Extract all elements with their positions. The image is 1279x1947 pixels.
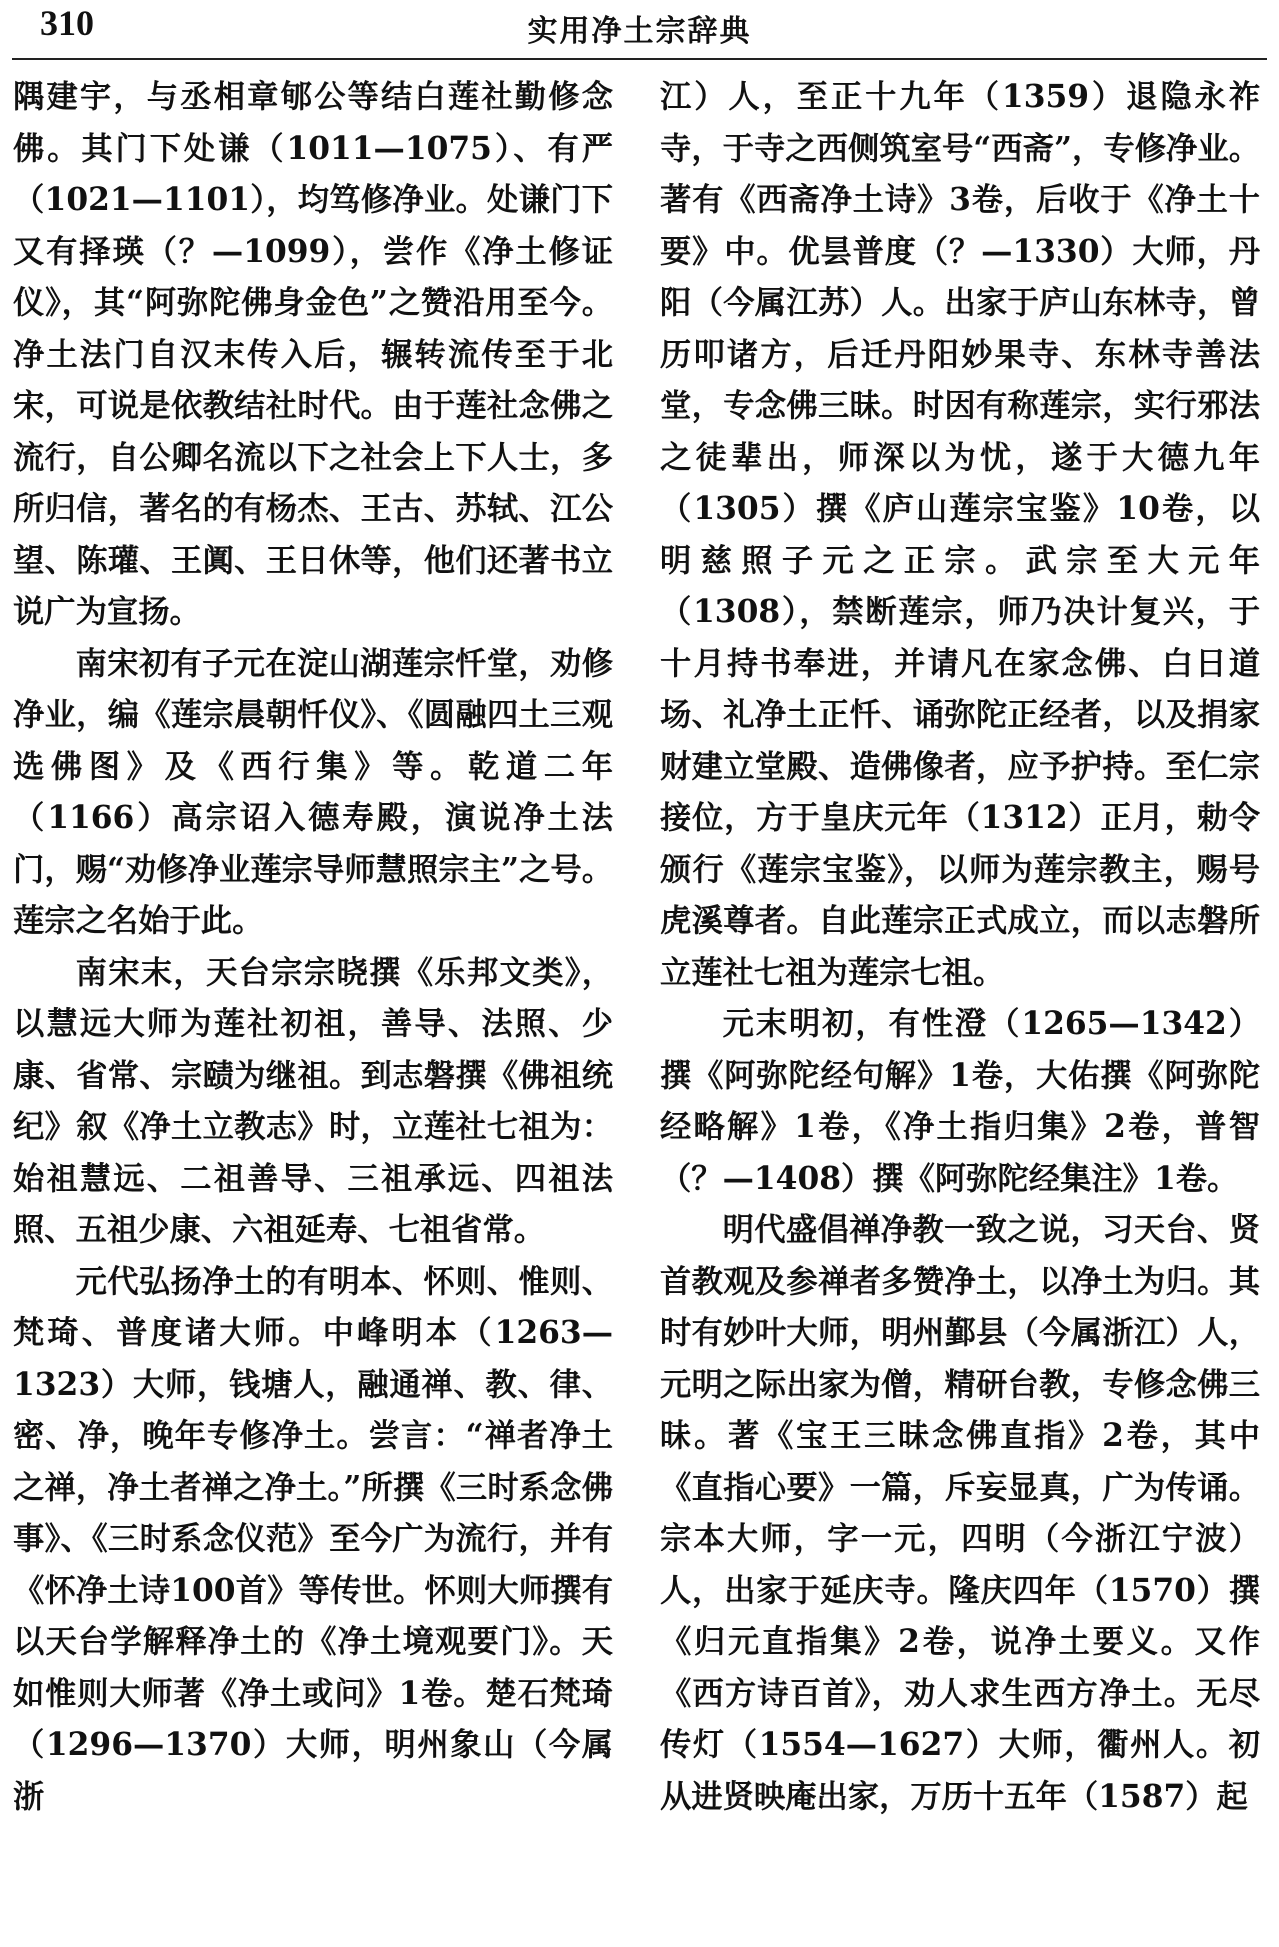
paragraph: 江）人，至正十九年（1359）退隐永祚寺，于寺之西侧筑室号“西斋”，专修净业。著有《西斋净土诗》3卷，后收于《净土十要》中。优昙普度（？—1330）大师，丹阳（今属江苏）人。出家于庐山东林寺，曾历叩诸方，后迁丹阳妙果寺、东林寺善法堂，专念佛三昧。时因有称莲宗，实行邪法之徒辈出，师深以为忧，遂于大德九年（1305）撰《庐山莲宗宝鉴》10卷，以明慈照子元之正宗。武宗至大元年（1308），禁断莲宗，师乃决计复兴，于十月持书奉进，并请凡在家念佛、白日道场、礼净土正忏、诵弥陀正经者，以及捐家财建立堂殿、造佛像者，应予护持。至仁宗接位，方于皇庆元年（1312）正月，勅令颁行《莲宗宝鉴》，以师为莲宗教主，赐号虎溪尊者。自此莲宗正式成立，而以志磐所立莲社七祖为莲宗七祖。 [660, 79, 1260, 991]
page-number: 310 [40, 3, 94, 43]
left-column [13, 72, 613, 1932]
header-rule [12, 58, 1267, 60]
running-title: 实用净土宗辞典 [527, 14, 752, 49]
right-column [660, 72, 1260, 1932]
paragraph: 隅建宇，与丞相章郇公等结白莲社勤修念佛。其门下处谦（1011—1075）、有严（1021—1101），均笃修净业。处谦门下又有择瑛（？—1099），尝作《净土修证仪》，其“阿弥陀佛身金色”之赞沿用至今。净土法门自汉末传入后，辗转流传至于北宋，可说是依教结社时代。由于莲社念佛之流行，自公卿名流以下之社会上下人士，多所归信，著名的有杨杰、王古、苏轼、江公望、陈瓘、王阗、王日休等，他们还著书立说广为宣扬。 [13, 79, 613, 630]
page-header [20, 0, 1259, 58]
paragraph: 南宋末，天台宗宗晓撰《乐邦文类》，以慧远大师为莲社初祖，善导、法照、少康、省常、宗赜为继祖。到志磐撰《佛祖统纪》叙《净土立教志》时，立莲社七祖为：始祖慧远、二祖善导、三祖承远、四祖法照、五祖少康、六祖延寿、七祖省常。 [13, 954, 613, 1248]
paragraph: 元代弘扬净土的有明本、怀则、惟则、梵琦、普度诸大师。中峰明本（1263—1323）大师，钱塘人，融通禅、教、律、密、净，晚年专修净土。尝言：“禅者净土之禅，净土者禅之净土。”所撰《三时系念佛事》、《三时系念仪范》至今广为流行，并有《怀净土诗100首》等传世。怀则大师撰有以天台学解释净土的《净土境观要门》。天如惟则大师著《净土或问》1卷。楚石梵琦（1296—1370）大师，明州象山（今属浙 [13, 1263, 613, 1815]
paragraph: 元末明初，有性澄（1265—1342）撰《阿弥陀经句解》1卷，大佑撰《阿弥陀经略解》1卷，《净土指归集》2卷，普智（？—1408）撰《阿弥陀经集注》1卷。 [660, 1006, 1260, 1197]
paragraph: 明代盛倡禅净教一致之说，习天台、贤首教观及参禅者多赞净土，以净土为归。其时有妙叶大师，明州鄞县（今属浙江）人，元明之际出家为僧，精研台教，专修念佛三昧。著《宝王三昧念佛直指》2卷，其中《直指心要》一篇，斥妄显真，广为传诵。宗本大师，字一元，四明（今浙江宁波）人，出家于延庆寺。隆庆四年（1570）撰《归元直指集》2卷，说净土要义。又作《西方诗百首》，劝人求生西方净土。无尽传灯（1554—1627）大师，衢州人。初从进贤映庵出家，万历十五年（1587）起 [660, 1212, 1260, 1815]
paragraph: 南宋初有子元在淀山湖莲宗忏堂，劝修净业，编《莲宗晨朝忏仪》、《圆融四土三观选佛图》及《西行集》等。乾道二年（1166）高宗诏入德寿殿，演说净土法门，赐“劝修净业莲宗导师慧照宗主”之号。莲宗之名始于此。 [13, 645, 613, 939]
